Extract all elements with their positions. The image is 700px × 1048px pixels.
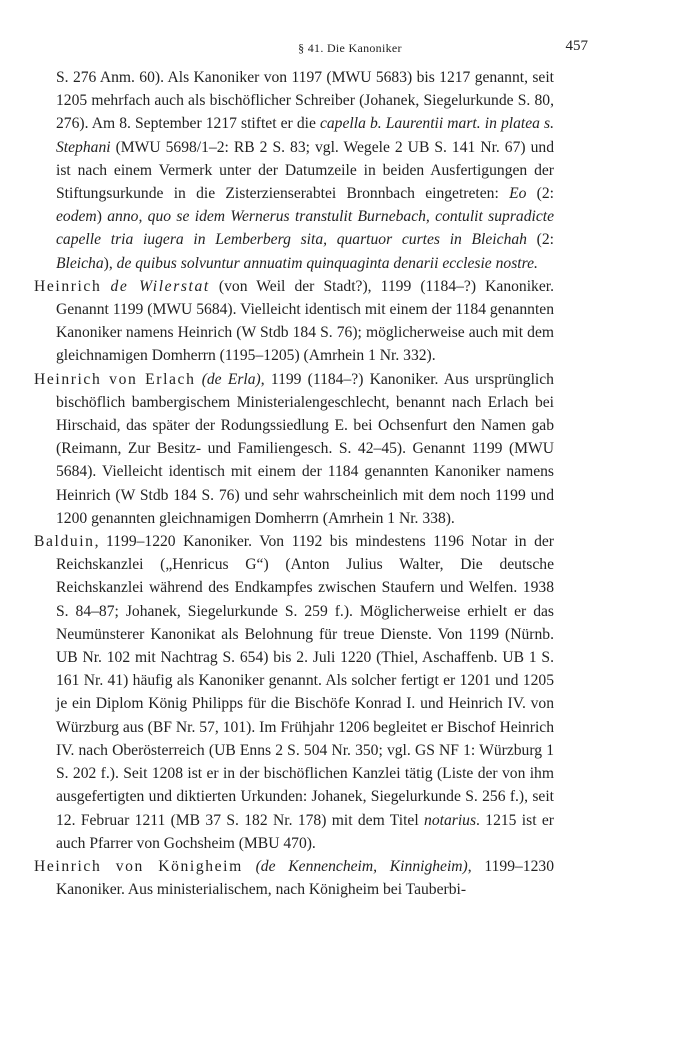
text-segment: (2:: [526, 231, 554, 249]
entry-heinrich-von-erlach: [34, 368, 554, 530]
entry-name: Heinrich: [34, 277, 102, 295]
text-segment: , 1199–1230 Kanoniker. Aus ministerialischem, nach Königheim bei Tauberbi-: [56, 857, 554, 899]
text-segment: ),: [103, 254, 117, 272]
body-text: [34, 66, 554, 901]
latin-quote: (de Kennencheim, Kinnigheim): [255, 857, 468, 875]
running-title: § 41. Die Kanoniker: [298, 41, 402, 55]
text-segment: (2:: [526, 185, 554, 203]
latin-quote: anno, quo se idem Wernerus transtulit Burnebach, contulit supradicte capelle tria iugera in Lemberberg sita, quartuor curtes in Bleichah: [56, 208, 554, 249]
entry-name: Balduin: [34, 533, 95, 551]
text-segment: , 1199 (1184–?) Kanoniker. Aus ursprünglich bischöflich bambergischem Ministerialengeschlecht, benannt nach Erlach bei Hirschaid, das später der Rodungssiedlung E. bei Ochsenfurt den Namen gab (Reimann, Zur Besitz- und Familiengesch. S. 42–45). Genannt 1199 (MWU 5684). Vielleicht identisch mit einem der 1184 genannten Kanoniker namens Heinrich (W Stdb 184 S. 76) und sehr wahrscheinlich mit dem noch 1199 und 1200 genannten gleichnamigen Domherrn (Amrhein 1 Nr. 338).: [56, 370, 554, 527]
text-segment: ): [96, 208, 108, 226]
entry-name: de Wilerstat: [110, 277, 210, 295]
page-header: [0, 38, 700, 58]
text-segment: (MWU 5698/1–2: RB 2 S. 83; vgl. Wegele 2 UB S. 141 Nr. 67) und ist nach einem Vermerk unter der Datumzeile in beiden Ausfertigungen der Stiftungsurkunde in die Zisterzienserabtei Bronnbach eingetreten:: [56, 138, 554, 203]
latin-quote: de quibus solvuntur annuatim quinquaginta denarii ecclesie nostre.: [116, 254, 538, 272]
entry-heinrich-von-koenigheim: [34, 855, 554, 901]
entry-name: Heinrich von Erlach: [34, 370, 196, 388]
latin-quote: Bleicha: [56, 254, 104, 272]
text-segment: , 1199–1220 Kanoniker. Von 1192 bis mindestens 1196 Notar in der Reichskanzlei („Henricus G“) (Anton Julius Walter, Die deutsche Reichskanzlei während des Endkampfes zwischen Staufern und Welfen. 1938 S. 84–87; Johanek, Siegelurkunde S. 259 f.). Möglicherweise erhielt er das Neumünsterer Kanonikat als Belohnung für treue Dienste. Von 1199 (Nürnb. UB Nr. 102 mit Nachtrag S. 654) bis 2. Juli 1220 (Thiel, Aschaffenb. UB 1 S. 161 Nr. 41) häufig als Kanoniker genannt. Als solcher fertigt er 1201 und 1205 je ein Diplom König Philipps für die Bischöfe Konrad I. und Heinrich IV. von Würzburg aus (BF Nr. 57, 101). Im Frühjahr 1206 begleitet er Bischof Heinrich IV. nach Oberösterreich (UB Enns 2 S. 504 Nr. 350; vgl. GS NF 1: Würzburg 1 S. 202 f.). Seit 1208 ist er in der bischöflichen Kanzlei tätig (Liste der von ihm ausgefertigten und diktierten Urkunden: Johanek, Siegelurkunde S. 256 f.), seit 12. Februar 1211 (MB 37 S. 182 Nr. 178) mit dem Titel: [56, 533, 554, 829]
latin-quote: notarius: [424, 811, 477, 829]
text-segment: (von Weil der Stadt?), 1199 (1184–?) Kanoniker. Genannt 1199 (MWU 5684). Vielleicht identisch mit einem der 1184 genannten Kanoniker namens Heinrich (W Stdb 184 S. 76); möglicherweise auch mit dem gleichnamigen Domherrn (1195–1205) (Amrhein 1 Nr. 332).: [56, 277, 554, 365]
latin-quote: Eo: [509, 185, 527, 203]
continuation-paragraph: [34, 66, 554, 275]
latin-quote: (de Erla): [201, 370, 261, 388]
entry-heinrich-de-wilerstat: [34, 275, 554, 368]
latin-quote: eodem: [56, 208, 97, 226]
text-segment: [243, 858, 256, 875]
page-number: 457: [565, 38, 588, 54]
text-segment: S. 276 Anm. 60). Als Kanoniker von 1197 (MWU 5683) bis 1217 genannt, seit 1205 mehrfach auch als bischöflicher Schreiber (Johanek, Siegelurkunde S. 80, 276). Am 8. September 1217 stiftet er die: [56, 69, 554, 133]
latin-quote: capella b. Laurentii mart. in platea s. Stephani: [56, 115, 554, 156]
entry-balduin: [34, 530, 554, 855]
entry-name: Heinrich von Königheim: [34, 857, 243, 875]
text-segment: . 1215 ist er auch Pfarrer von Gochsheim (MBU 470).: [56, 811, 554, 852]
